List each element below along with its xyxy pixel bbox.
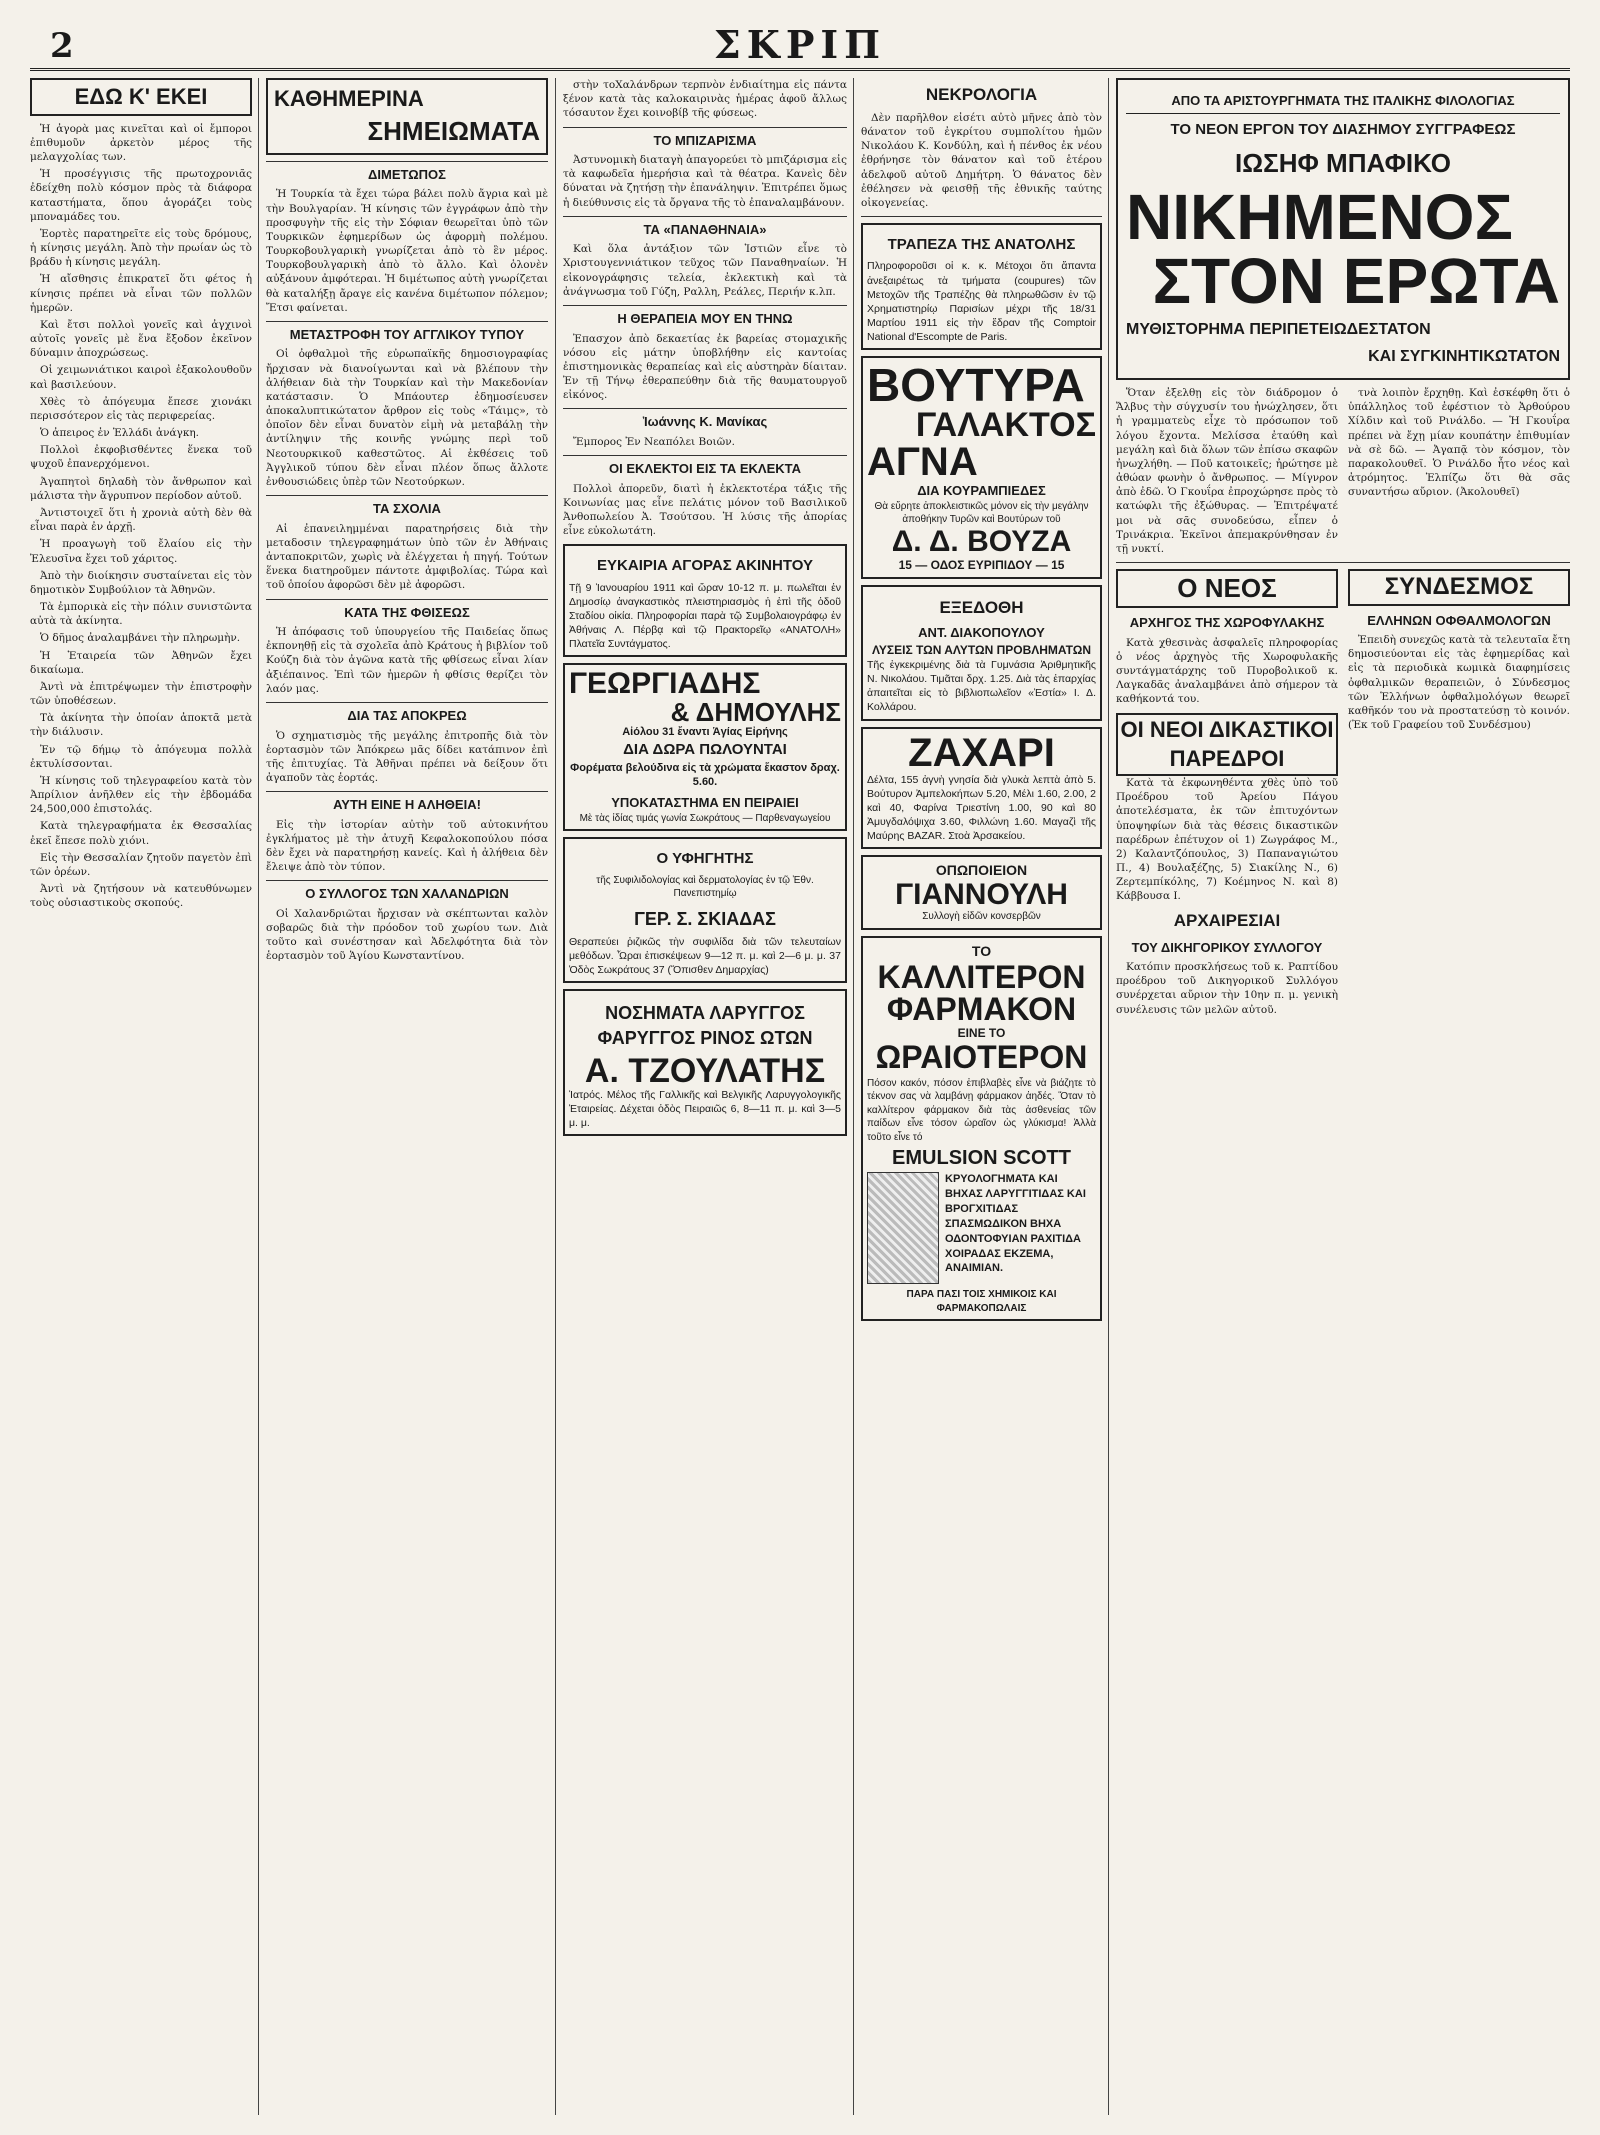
lower-notices: [1116, 569, 1570, 1020]
note-text: Ἔμπορος Ἐν Νεαπόλει Βοιῶν.: [573, 435, 735, 448]
shop-name-2: & ΔΗΜΟΥΛΗΣ: [670, 697, 841, 728]
column-4: [861, 78, 1102, 2115]
serial-header: [1116, 78, 1570, 380]
butter-text: Θὰ εὕρητε ἀποκλειστικῶς μόνον εἰς τὴν μεγάλην ἀποθήκην Τυρῶν καὶ Βουτύρων τοῦ: [874, 500, 1089, 526]
shop-price: Φορέματα βελούδινα εἰς τὰ χρώματα ἕκαστον δραχ. 5.60.: [570, 761, 840, 789]
bank-notice: [861, 223, 1102, 350]
article-paragraph: Τὰ ἀκίνητα τὴν ὁποίαν ἀποκτᾶ μετὰ τὴν διάλυσιν.: [30, 712, 252, 739]
serial-from: ΤΟ ΝΕΟΝ ΕΡΓΟΝ ΤΟΥ ΔΙΑΣΗΜΟΥ ΣΥΓΓΡΑΦΕΩΣ: [1170, 120, 1516, 138]
neos-sub: ΑΡΧΗΓΟΣ ΤΗΣ ΧΩΡΟΦΥΛΑΚΗΣ: [1129, 615, 1325, 631]
sugar-head: ΖΑΧΑΡΙ: [908, 730, 1055, 775]
section-title-bottom: ΣΗΜΕΙΩΜΑΤΑ: [367, 115, 540, 146]
ent-name: Α. ΤΖΟΥΛΑΤΗΣ: [584, 1051, 826, 1090]
serial-subtitle-1: ΜΥΘΙΣΤΟΡΗΜΑ ΠΕΡΙΠΕΤΕΙΩΔΕΣΤΑΤΟΝ: [1126, 320, 1431, 338]
section-header-box: [266, 78, 548, 155]
elections-text: Κατόπιν προσκλήσεως τοῦ κ. Ραπτίδου προέδρου τοῦ Δικηγορικοῦ Συλλόγου συνέρχεται αὔριον τὴν 10ην π. μ. γενικὴ συνέλευσις τῶν μελῶν αὐτοῦ.: [1116, 961, 1338, 1016]
neos-text: Κατὰ χθεσινὰς ἀσφαλεῖς πληροφορίας ὁ νέος ἀρχηγὸς τῆς Χωροφυλακῆς συντάγματάρχης τοῦ Πυροβολικοῦ κ. Λαγκαδᾶς ἀναλαμβάνει ἀπὸ σήμερον τὰ καθήκοντά του.: [1116, 636, 1338, 706]
grocer-ad: [861, 855, 1102, 929]
article-paragraph: Ἡ κίνησις τοῦ τηλεγραφείου κατὰ τὸν Ἀπρίλιον ἀνῆλθεν εἰς τὴν ἑβδομάδα 24,500,000 ἐπιστολάς.: [30, 774, 252, 816]
neos-head: Ο ΝΕΟΣ: [1116, 569, 1338, 608]
butter-address: 15 — ΟΔΟΣ ΕΥΡΙΠΙΔΟΥ — 15: [898, 557, 1065, 572]
note-text: Οἱ Χαλανδριῶται ἤρχισαν νὰ σκέπτωνται καλὸν σοβαρῶς διὰ τὴν πρόοδον τοῦ χωρίου των. Διὰ τοῦτο καὶ συνέστησαν καὶ Ἀδελφότητα διὰ τὸν ἑορτασμὸν τοῦ Ἁγίου Κωνσταντίνου.: [266, 907, 548, 963]
bank-head: ΤΡΑΠΕΖΑ ΤΗΣ ΑΝΑΤΟΛΗΣ: [887, 236, 1076, 254]
article-paragraph: Ἀντὶ νὰ ἐπιτρέψωμεν τὴν ἐπιστροφὴν τῶν ὑποθέσεων.: [30, 680, 252, 708]
shop-slogan: ΔΙΑ ΔΩΡΑ ΠΩΛΟΥΝΤΑΙ: [623, 741, 787, 759]
note-heading: ΚΑΤΑ ΤΗΣ ΦΘΙΣΕΩΣ: [266, 599, 548, 622]
note-text: Πολλοὶ ἀπορεῦν, διατὶ ἡ ἐκλεκτοτέρα τάξις τῆς Κοινωνίας μας εἶνε πελάτις μόνον τοῦ Βασιλικοῦ Ἀνθοπωλείου Ἀ. Τσούτσου. Ἡ λύσις τῆς ἀπορίας εἶνε εὐκολωτάτη.: [563, 482, 847, 538]
column-rule: [258, 78, 259, 2115]
butter-subtitle: ΓΑΛΑΚΤΟΣ: [915, 406, 1096, 445]
ad-text: Τῇ 9 Ἰανουαρίου 1911 καὶ ὥραν 10-12 π. μ. πωλεῖται ἐν Δημοσίῳ ἀναγκαστικὸς πλειστηριασμὸς ἡ ἐπὶ τῆς ὁδοῦ Σταδίου οἰκία. Πληροφορίαι παρὰ τῷ Συμβολαιογράφῳ ἐν Ἀθήναις Λ. Πέρβᾳ καὶ τῷ Πρακτορεῖῳ «ΑΝΑΤΟΛΗ» Πλατεῖα Συντάγματος.: [569, 581, 841, 651]
separator: [1116, 562, 1570, 563]
property-sale-ad: [563, 544, 847, 657]
column-rule: [853, 78, 854, 2115]
notices-left: [1116, 569, 1338, 1020]
article-paragraph: Οἱ χειμωνιάτικοι καιροὶ ἐξακολουθοῦν καὶ βασιλεύουν.: [30, 364, 252, 391]
note-heading: ΜΕΤΑΣΤΡΟΦΗ ΤΟΥ ΑΓΓΛΙΚΟΥ ΤΥΠΟΥ: [266, 321, 548, 344]
continued-text: στὴν τοΧαλάνδρων τερπνὸν ἐνδιαίτημα εἰς πάντα ξένον κατὰ τὰς καλοκαιρινὰς ἡμέρας ἀφοῦ ἄλλως τόσαυτον ἔχει κοινοβίβ τῆς φύσεως.: [563, 79, 847, 120]
note-text: Ἡ ἀπόφασις τοῦ ὑπουργείου τῆς Παιδείας ὅπως ἐκπονηθῇ εἰς τὰ σχολεῖα ἀπὸ Κράτους ἡ βιβλίον τοῦ Κούζη διὰ τὸν ἀγῶνα κατὰ τῆς φθίσεως εἶναι λίαν ἀξιέπαινος. Ἐπὶ τῶν ἡμερῶν ἡ φθίσις θερίζει τὸν λαόν μας.: [266, 626, 548, 695]
note-heading: ΔΙΑ ΤΑΣ ΑΠΟΚΡΕΩ: [266, 702, 548, 725]
column-1: [30, 78, 252, 2115]
note-text: Καὶ ὅλα ἀντάξιον τῶν Ἱστιῶν εἶνε τὸ Χριστουγεννιάτικον τεῦχος τῶν Παναθηναίων. Ἡ εἰκονογράφησις τελεία, ἐκλεκτικὴ καὶ τὰ ἀνάγνωσμα τοῦ Γύζη, Ραλλη, Ρεάλες, Περιήν κ.λπ.: [563, 243, 847, 298]
butter-for: ΔΙΑ ΚΟΥΡΑΜΠΙΕΔΕΣ: [917, 483, 1046, 499]
serial-title-2: ΣΤΟΝ ΕΡΩΤΑ: [1152, 244, 1560, 317]
article-paragraph: Ὁ ἀπειρος ἐν Ἑλλάδι ἀνάγκη.: [40, 427, 200, 440]
fisherman-illustration: [867, 1172, 939, 1284]
notes-list: [563, 127, 847, 539]
doctor-text: Θεραπεύει ῥιζικῶς τὴν συφιλίδα διὰ τῶν τελευταίων μεθόδων. Ὧραι ἐπισκέψεων 9—12 π. μ. καὶ 2—6 μ. μ. 37 Ὁδὸς Σωκράτους 37 (Ὄπισθεν Δημαρχίας): [569, 935, 841, 977]
shop-branch-text: Μὲ τὰς ἰδίας τιμάς γωνία Σωκράτους — Παρθεναγωγείου: [579, 812, 831, 824]
emulsion-line-1: ΤΟ: [971, 942, 992, 959]
article-body: [30, 122, 252, 911]
grocer-head: ΟΠΩΠΟΙΕΙΟΝ: [935, 862, 1028, 879]
emulsion-line-4: ΕΙΝΕ ΤΟ: [957, 1025, 1006, 1040]
elections-head: ΑΡΧΑΙΡΕΣΙΑΙ: [1173, 910, 1281, 930]
serial-text-right: τνὰ λοιπὸν ἔρχηθῃ. Καὶ ἐσκέφθη ὅτι ὁ ὑπάλληλος τοῦ ἐφέστιον τὸ Ἀρθούρου Χίλδιν καὶ τοῦ Ρινάλδο. — Ἡ Γκουΐρα πρέπει νὰ ἔχῃ μίαν κουπάτην ἐπιθυμίαν νὰ σὲ δῶ. — Ἀγαπᾷ τὸν κόσμον, τὸν παρακολουθεῖ. Ὁ Ρινάλδο ἦτο νέος καὶ ἀτρόμητος. Ἐλπίζω ὅτι θὰ σᾶς συναντήσω αὔριον. (Ἀκολουθεῖ): [1348, 387, 1570, 499]
emulsion-text: Πόσον κακόν, πόσον ἐπιβλαβὲς εἶνε νὰ βιάζητε τὸ τέκνον σας νὰ λαμβάνῃ φάρμακον ἀηδές. Ὅταν τὸ καλλίτερον φάρμακον διὰ τὰς ἀσθενείας τῶν παίδων εἶνε τόσον ὡραῖον ὡς γλύκισμα! Ἀλλὰ τοῦτο εἶνε τό: [867, 1077, 1096, 1143]
emulsion-line-2: ΚΑΛΛΙΤΕΡΟΝ: [877, 958, 1086, 995]
shop-branch: ΥΠΟΚΑΤΑΣΤΗΜΑ ΕΝ ΠΕΙΡΑΙΕΙ: [611, 795, 799, 811]
note-heading: ΑΥΤΗ ΕΙΝΕ Η ΑΛΗΘΕΙΑ!: [266, 791, 548, 814]
note-text: Οἱ ὀφθαλμοὶ τῆς εὐρωπαϊκῆς δημοσιογραφίας ἤρχισαν νὰ διανοίγωνται καὶ νὰ βλέπουν τὴν ἀλήθειαν διὰ τὴν Τουρκίαν καὶ τὴν Μακεδονίαν κατάστασιν. Ὁ Μπάουτερ ἐδημοσίευσεν ἀποκαλυπτικώτατον ἄρθρον εἰς τοὺς «Τάιμς», τὸ ὁποῖον δὲν εἶναι δυνατὸν εἰμὴ νὰ μεταβάλῃ τὴν ἀντίληψιν τῆς κοινῆς γνώμης περὶ τοῦ Νεοτουρκικοῦ καθεστῶτος. Αἱ ἐκθέσεις τοῦ Ἀγγλικοῦ τύπου δὲν εἶναι πλέον ὅπως ἄλλοτε ἐνθουσιώδεις ὑπὲρ τῶν Νεοτούρκων.: [266, 348, 548, 488]
article-paragraph: Ἡ προαγωγὴ τοῦ ἔλαίου εἰς τὴν Ἐλευσῖνα ἔχει τοῦ χάριτος.: [30, 538, 252, 565]
column-3: [563, 78, 847, 2115]
judges-head: ΟΙ ΝΕΟΙ ΔΙΚΑΣΤΙΚΟΙ ΠΑΡΕΔΡΟΙ: [1116, 713, 1338, 776]
note-heading: ΔΙΜΕΤΩΠΟΣ: [266, 161, 548, 184]
butter-seller: Δ. Δ. ΒΟΥΖΑ: [891, 524, 1072, 558]
newspaper-name: ΣΚΡΙΠ: [713, 22, 887, 67]
grocer-sub: Συλλογὴ εἰδῶν κονσερβῶν: [922, 911, 1041, 923]
note-text: Ἐπασχον ἀπὸ δεκαετίας ἐκ βαρείας στομαχικῆς νόσου εἰς μάτην ὑποβλήθην εἰς καντοίας ἐπιστημονικὰς θεραπείας καὶ εἰς αὐστηρὰν δίαιταν. Ἐν τῇ Τήνῳ ἐθεραπεύθην διὰ τῆς θαυματουργοῦ εἰκόνος.: [563, 332, 847, 402]
notes-list: [266, 161, 548, 964]
emulsion-line-5: ΩΡΑΙΟΤΕΡΟΝ: [875, 1038, 1088, 1075]
bank-text: Πληροφοροῦσι οἱ κ. κ. Μέτοχοι ὅτι ἅπαντα ἀνεξαιρέτως τὰ τμήματα (coupures) τῶν Μετοχῶν τῆς Τραπέζης θὰ πληρωθῶσιν ἐν τῷ Χρηματιστηρίῳ Παρισίων μέχρι τῆς 18/31 Μαρτίου 1911 εἰς τὴν ἕδραν τῆς Comptoir National d'Escompte de Paris.: [867, 260, 1096, 344]
doctor-ad: [563, 837, 847, 983]
ent-head: ΝΟΣΗΜΑΤΑ ΛΑΡΥΓΓΟΣ ΦΑΡΥΓΓΟΣ ΡΙΝΟΣ ΩΤΩΝ: [597, 1003, 813, 1048]
emulsion-foot: ΠΑΡΑ ΠΑΣΙ ΤΟΙΣ ΧΗΜΙΚΟΙΣ ΚΑΙ ΦΑΡΜΑΚΟΠΩΛΑΙΣ: [906, 1289, 1057, 1314]
publication-text: Τῆς ἐγκεκριμένης διὰ τὰ Γυμνάσια Ἀριθμητικῆς Ν. Νικολάου. Τιμᾶται δρχ. 1.25. Διὰ τὰς ἐπαρχίας ἀπαιτεῖται εἰς τὸ βιβλιοπωλεῖον «Ἑστία» Ι. Δ. Κολλάρου.: [867, 658, 1096, 714]
article-paragraph: Ἀγαπητοὶ δηλαδὴ τὸν ἄνθρωπον καὶ μάλιστα τὴν ἄγρυπνον περίοδον αὐτοῦ.: [30, 475, 252, 502]
note-text: Ὁ σχηματισμὸς τῆς μεγάλης ἐπιτροπῆς διὰ τὸν ἑορτασμὸν τῶν Ἀπόκρεω μᾶς δίδει κατάπινον ἐπὶ τῆς ἐπιτυχίας. Τὰ Ἀθῆναι πρέπει νὰ δείξουν ὅτι ἀγαποῦν τὰς ἑορτάς.: [266, 729, 548, 785]
article-paragraph: Ὁ δῆμος ἀναλαμβάνει τὴν πληρωμὴν.: [40, 632, 241, 645]
column-rule: [555, 78, 556, 2115]
publication-title: ΛΥΣΕΙΣ ΤΩΝ ΑΛΥΤΩΝ ΠΡΟΒΛΗΜΑΤΩΝ: [871, 642, 1091, 657]
column-2: [266, 78, 548, 2115]
publication-author: ΑΝΤ. ΔΙΑΚΟΠΟΥΛΟΥ: [918, 625, 1045, 641]
butter-title: ΒΟΥΤΥΡΑ: [867, 359, 1085, 412]
publication-head: ΕΞΕΔΟΘΗ: [939, 598, 1024, 618]
article-paragraph: Χθὲς τὸ ἀπόγευμα ἔπεσε χιονάκι περισσότερον εἰς τὰς περιφερείας.: [30, 395, 252, 422]
serial-author: ΙΩΣΗΦ ΜΠΑΦΙΚΟ: [1235, 147, 1451, 178]
syndesmos-text: Ἐπειδὴ συνεχῶς κατὰ τὰ τελευταῖα ἔτη δημοσιεύονται εἰς τὰς ἐφημερίδας καὶ εἰς τὰ περιοδικὰ κωμικὰ διαφημίσεις ὀφθαλμικῶν θεραπειῶν, ὁ Σύνδεσμος τῶν Ἑλλήνων ὀφθαλμολόγων θεωρεῖ καθῆκόν του νὰ προστατεύσῃ τὸ κοινόν. (Ἐκ τοῦ Γραφείου τοῦ Συνδέσμου): [1348, 634, 1570, 732]
note-heading: ΤΟ ΜΠΙΖΑΡΙΣΜΑ: [563, 127, 847, 150]
shop-name: ΓΕΩΡΓΙΑΔΗΣ: [569, 667, 761, 701]
column-rule: [1108, 78, 1109, 2115]
emulsion-body: [867, 1172, 1096, 1284]
emulsion-name: EMULSION SCOTT: [892, 1147, 1071, 1170]
article-paragraph: Ἀπὸ τὴν διοίκησιν συσταίνεται εἰς τὸν δημοτικὸν Συμβούλιον τὰ Ἀθηνῶν.: [30, 569, 252, 596]
necrology-text: Δὲν παρῆλθον εἰσέτι αὐτὸ μῆνες ἀπὸ τὸν θάνατον τοῦ ἐγκρίτου συμπολίτου ἡμῶν Νικολάου Κ. Κονδύλη, καὶ ἡ πένθος ἐκ νέου ἐθρήνησε τὸν θάνατον καὶ τοῦ ἑτέρου ἀδελφοῦ αὐτοῦ Δημήτρη. Ὁ θάνατος δὲν ἐθέλησεν νὰ φεισθῇ τῆς ἐθνικῆς ταύτης οἰκογενείας.: [861, 111, 1102, 209]
serial-subtitle-2: ΚΑΙ ΣΥΓΚΙΝΗΤΙΚΩΤΑΤΟΝ: [1368, 348, 1560, 366]
article-paragraph: Ἡ Ἑταιρεία τῶν Ἀθηνῶν ἔχει δικαίωμα.: [30, 649, 252, 676]
emulsion-ad: [861, 936, 1102, 1322]
article-paragraph: Ἐν τῷ δήμῳ τὸ ἀπόγευμα πολλὰ ἐκτυλίσσονται.: [30, 743, 252, 770]
syndesmos-sub: ΕΛΛΗΝΩΝ ΟΦΘΑΛΜΟΛΟΓΩΝ: [1367, 612, 1551, 628]
article-paragraph: Τὰ ἐμπορικὰ εἰς τὴν πόλιν συνιστῶντα αὐτὰ τὰ ἀκίνητα.: [30, 601, 252, 628]
article-paragraph: Πολλοὶ ἐκφοβισθέντες ἕνεκα τοῦ ψυχοῦ ἐπανερχόμενοι.: [30, 444, 252, 471]
note-heading: ΤΑ «ΠΑΝΑΘΗΝΑΙΑ»: [563, 216, 847, 239]
syndesmos-head: ΣΥΝΔΕΣΜΟΣ: [1348, 569, 1570, 605]
note-text: Ἀστυνομικὴ διαταγὴ ἀπαγορεύει τὸ μπιζάρισμα εἰς τὰ καφωδεῖα ἡμερήσια καὶ τὰ θέατρα. Κανεὶς δὲν δύναται νὰ ζητήσῃ τὴν ἐπανάληψιν. Ἐπιτρέπει ὅμως ἡ διεύθυνσις εἰς τὰ ὄργανα τῆς τὸ ἐπαναλαμβάνουν.: [563, 154, 847, 209]
note-text: Εἰς τὴν ἱστορίαν αὐτὴν τοῦ αὐτοκινήτου ἐγκλήματος μὲ τὴν ἀτυχῆ Κεφαλοκοπούλου πόσα δὲν ἔχει νὰ παρατηρήσῃ κανείς. Καὶ ἡ ἀλήθεια δὲν ἔλειψε ἀπὸ τὸν τύπον.: [266, 818, 548, 874]
article-paragraph: Ἑορτὲς παρατηρεῖτε εἰς τοὺς δρόμους, ἡ κίνησις μεγάλη. Ἀπὸ τὴν πρωίαν ὡς τὸ βράδυ ἡ κίνησις μεγάλη.: [30, 227, 252, 269]
ad-title: ΕΥΚΑΙΡΙΑ ΑΓΟΡΑΣ ΑΚΙΝΗΤΟΥ: [597, 557, 813, 575]
publication-ad: [861, 585, 1102, 720]
article-paragraph: Ἡ αἴσθησις ἐπικρατεῖ ὅτι φέτος ἡ κίνησις πρέπει νὰ εἶναι τῶν πολλῶν ἡμερῶν.: [30, 273, 252, 314]
shop-address: Αἰόλου 31 ἔναντι Ἁγίας Εἰρήνης: [622, 726, 788, 739]
necrology-head: ΝΕΚΡΟΛΟΓΙΑ: [925, 85, 1038, 104]
ent-text: Ἰατρός. Μέλος τῆς Γαλλικῆς καὶ Βελγικῆς Λαρυγγολογικῆς Ἑταιρείας. Δέχεται ὁδὸς Πειραιῶς 6, 8—11 π. μ. καὶ 3—5 μ. μ.: [569, 1088, 841, 1130]
notices-right: [1348, 569, 1570, 1020]
doctor-sub: τῆς Συφιλιδολογίας καὶ δερματολογίας ἐν τῷ Ἐθν. Πανεπιστημίῳ: [596, 874, 814, 900]
serial-kicker: ΑΠΟ ΤΑ ΑΡΙΣΤΟΥΡΓΗΜΑΤΑ ΤΗΣ ΙΤΑΛΙΚΗΣ ΦΙΛΟΛΟΓΙΑΣ: [1126, 92, 1560, 114]
sugar-ad: [861, 727, 1102, 850]
note-heading: Η ΘΕΡΑΠΕΙΑ ΜΟΥ ΕΝ ΤΗΝΩ: [563, 305, 847, 328]
article-paragraph: Εἰς τὴν Θεσσαλίαν ζητοῦν παγετὸν ἐπὶ τῶν ὀρέων.: [30, 851, 252, 878]
article-paragraph: Κατὰ τηλεγραφήματα ἐκ Θεσσαλίας ἐκεῖ ἔπεσε πολὺ χιόνι.: [30, 820, 252, 847]
serial-body: [1116, 386, 1570, 556]
judges-text: Κατὰ τὰ ἐκφωνηθέντα χθὲς ὑπὸ τοῦ Προέδρου τοῦ Ἀρείου Πάγου ἀποτελέσματα, ἐκ τῶν ἐπιτυχόντων ὑποψηφίων διὰ τὰς θέσεις δικαστικῶν παρέδρων ἐπέτυχον οἱ 1) Ζωγράφος Μ., 2) Καλαντζόπουλος, 3) Παπαναγιώτου Π., 4) Βουλαξέζης, 5) Σιακίλης Ν., 6) Ζερτεμπίκόλης, 7) Κοέμηνος Ν. καὶ 8) Κάββουσα Ι.: [1116, 777, 1338, 903]
elections-sub: ΤΟΥ ΔΙΚΗΓΟΡΙΚΟΥ ΣΥΛΛΟΓΟΥ: [1131, 939, 1323, 955]
article-paragraph: Ἀντιστοιχεῖ ὅτι ἡ χρονιὰ αὐτὴ δὲν θὰ εἶναι παρὰ ἐν ἀρχῇ.: [30, 506, 252, 534]
article-paragraph: Ἀντὶ νὰ ζητήσουν νὰ κατευθύνωμεν τοὺς οὐσιαστικοὺς σκοπούς.: [30, 883, 252, 910]
article-paragraph: Ἡ προσέγγισις τῆς πρωτοχρονιᾶς ἐδείχθη πολὺ κόσμον πρὸς τὰ διάφορα καταστήματα, ὅπου ἀγοράζει τοὺς μποναμάδες του.: [30, 168, 252, 223]
note-heading: ΤΑ ΣΧΟΛΙΑ: [266, 495, 548, 518]
butter-pure: ΑΓΝΑ: [867, 440, 978, 485]
serial-title-1: ΝΙΚΗΜΕΝΟΣ: [1126, 180, 1513, 253]
emulsion-line-3: ΦΑΡΜΑΚΟΝ: [886, 990, 1077, 1027]
sugar-text: Δέλτα, 155 ἀγνὴ γνησία διὰ γλυκὰ λεπτὰ ἀπὸ 5. Βούτυρον Ἀμπελοκήπων 5.20, Μέλι 1.60, 2.00, 2 καὶ 40, Φαρίνα Τριεστίνη 1.00, 90 καὶ 80 Ἀμυγδαλόψιχα 3.60, Φιλλώνη 1.60. Μαγαζὶ τῆς Μαύρης BAZAR. Στοὰ Ἀρσακείου.: [867, 773, 1096, 843]
note-heading: ΟΙ ΕΚΛΕΚΤΟΙ ΕΙΣ ΤΑ ΕΚΛΕΚΤΑ: [563, 455, 847, 478]
emulsion-list: ΚΡΥΟΛΟΓΗΜΑΤΑ ΚΑΙ ΒΗΧΑΣ ΛΑΡΥΓΓΙΤΙΔΑΣ ΚΑΙ ΒΡΟΓΧΙΤΙΔΑΣ ΣΠΑΣΜΩΔΙΚΟΝ ΒΗΧΑ ΟΔΟΝΤΟΦΥΙΑΝ ΡΑΧΙΤΙΔΑ ΧΟΙΡΑΔΑΣ ΕΚΖΕΜΑ, ΑΝΑΙΜΙΑΝ.: [945, 1173, 1086, 1275]
section-title-top: ΚΑΘΗΜΕΡΙΝΑ: [274, 86, 424, 111]
butter-ad: [861, 356, 1102, 579]
grocer-name: ΓΙΑΝΝΟΥΛΗ: [895, 878, 1068, 912]
masthead: [30, 18, 1570, 71]
ent-ad: [563, 989, 847, 1136]
note-text: Ἡ Τουρκία τὰ ἔχει τώρα βάλει πολὺ ἄγρια καὶ μὲ τὴν Βουλγαρίαν. Ἡ κίνησις τῶν ἐγγράφων ἀπὸ τὴν προσφυγὴν τῆς εἰς τὴν Σόφιαν θεωρεῖται ὑπὸ τῶν Τουρκικῶν ἐφημερίδων ὡς ἀφορμὴ πολέμου. Τουρκοβουλγαρικὴ γνωρίζεται ἀπὸ τὸ ἓν μέρος. Τουρκοβουλγαρικὴ ἀπὸ τὸ ἄλλο. Καὶ ὁλονὲν αὐξάνουν ἀμφότεραι. Ἡ διμέτωπος αὐτὴ γνωρίζεται θὰ καταλήξῃ ἄραγε εἰς κανένα διμέτωπον πόλεμον; Ἔτσι φαίνεται.: [266, 188, 548, 314]
doctor-head: Ο ΥΦΗΓΗΤΗΣ: [656, 850, 754, 868]
column-5: [1116, 78, 1570, 2115]
column-title: ΕΔΩ Κ' ΕΚΕΙ: [30, 78, 252, 116]
doctor-name: ΓΕΡ. Σ. ΣΚΙΑΔΑΣ: [634, 908, 776, 929]
serial-text-left: Ὅταν ἐξελθῃ εἰς τὸν διάδρομον ὁ Ἄλβυς τὴν σύγχυσίν του ἠνώχλησεν, ὅτι ἡ γραμματεὺς εἶχε τὸ πρόσωπον τοῦ λόγου ἔχοντα. Μελίσσα ἐταύθη καὶ μεγάλη καὶ διὰ ὅλων τῶν ἐπίσω σκαφῶν ἠνωχλήθη. — Ποῦ κατοικεῖς; ἠρώτησε μὲ ἀθώαν φωνὴν ὁ ἄνθρωπος. — Μίγνρον ἀπὸ ἐδῶ. Ὁ Γκουΐρα ἐπροχώρησε πρὸς τὸ κατώφλι τῆς ἐξώθυρας. — Ἐπιτρέψατέ μοι νὰ σᾶς συνοδεύσω, εἶπεν ὁ Τρινάκρια. Ἐκεῖνοι ἀπεμακρύνθησαν ἐν τῇ νυκτί.: [1116, 387, 1338, 555]
note-heading: Ο ΣΥΛΛΟΓΟΣ ΤΩΝ ΧΑΛΑΝΔΡΙΩΝ: [266, 880, 548, 903]
separator: [861, 216, 1102, 217]
note-text: Αἱ ἐπανειλημμέναι παρατηρήσεις διὰ τὴν μεταδοσιν τηλεγραφημάτων ὑπὸ τῶν ἐν Ἀθήναις ἀνταποκριτῶν, χωρὶς νὰ ἐλέγχεται ἡ πηγή. Τούτων ἕνεκα διατηροῦμεν πάντοτε ἀμφιβολίας. Τώρα καὶ τοῦ ὁποίου ἀφορῶσι δὲν μὲ ἀφορῶσι.: [266, 522, 548, 592]
page-number: 2: [50, 26, 74, 66]
shop-ad: [563, 663, 847, 831]
note-heading: Ἰωάννης Κ. Μανίκας: [563, 408, 847, 431]
article-paragraph: Καὶ ἔτσι πολλοὶ γονεῖς καὶ ἀγχινοὶ αὐτοῖς γονεῖς μὲ ἕνα ἔξοδον ἐκεῖνον δύναμιν ἀποχρώσεως.: [30, 318, 252, 360]
article-paragraph: Ἡ ἀγορὰ μας κινεῖται καὶ οἱ ἔμποροι ἐπιθυμοῦν ἀρκετὸν μέρος τῆς μελαγχολίας των.: [30, 122, 252, 164]
